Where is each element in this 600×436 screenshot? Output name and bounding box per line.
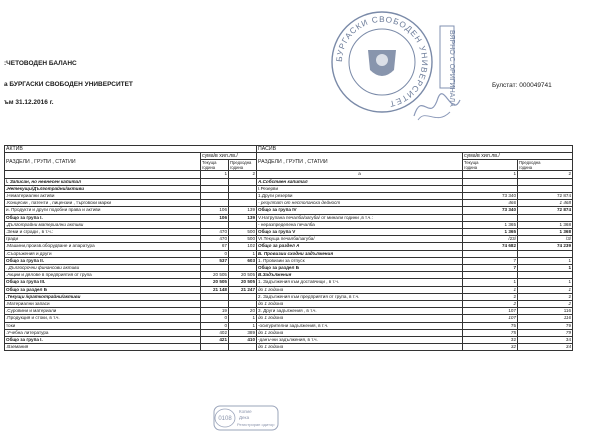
- liability-current-cell: [463, 250, 518, 257]
- assets-column-header: РАЗДЕЛИ , ГРУПИ , СТАТИИ: [5, 153, 201, 171]
- liability-current-cell: 73 340: [463, 193, 518, 200]
- liability-current-cell: 1: [463, 279, 518, 286]
- asset-current-cell: [201, 301, 229, 308]
- table-row: [5, 344, 573, 351]
- asset-previous-cell: [229, 301, 257, 308]
- asset-label-cell: грaди: [5, 236, 201, 243]
- asset-label-cell: .Акции и дялове в предприятия от група: [5, 272, 201, 279]
- asset-current-cell: 402: [201, 329, 229, 336]
- liability-label-cell: -данъчни задължения, в т.ч.: [257, 337, 463, 344]
- table-row: [5, 250, 573, 257]
- liability-label-cell: 1. Провизии за отпуск: [257, 257, 463, 264]
- asset-current-cell: 21 148: [201, 286, 229, 293]
- table-row: [5, 221, 573, 228]
- asset-label-cell: Общо за група II.: [5, 257, 201, 264]
- liability-current-cell: 7: [463, 265, 518, 272]
- asset-previous-cell: 1: [229, 250, 257, 257]
- index-cell: [5, 171, 201, 178]
- certified-copy-stamp: [400, 20, 470, 128]
- liability-previous-cell: 116: [518, 308, 573, 315]
- asset-current-cell: 0: [201, 250, 229, 257]
- liability-previous-cell: 1: [518, 279, 573, 286]
- asset-current-cell: [201, 221, 229, 228]
- liabilities-amount-header: сума/в хил.лв./: [463, 153, 573, 160]
- table-row: [5, 308, 573, 315]
- assets-section-label: АКТИВ: [5, 146, 257, 153]
- table-row: [5, 272, 573, 279]
- asset-current-cell: [201, 265, 229, 272]
- liability-label-cell: 1. Задължения към доставчици , в т.ч.: [257, 279, 463, 286]
- asset-label-cell: \. Записан, но невнесен капитал: [5, 178, 201, 185]
- asset-label-cell: .Концесии , патенти , лицензии , търговски марки: [5, 200, 201, 207]
- index-cell: 2: [518, 171, 573, 178]
- liability-previous-cell: 1: [518, 257, 573, 264]
- liability-label-cell: - резултат от нестопанска дейност: [257, 200, 463, 207]
- asset-current-cell: [201, 185, 229, 192]
- liability-previous-cell: 1 368: [518, 229, 573, 236]
- asset-label-cell: .Нематериални активи: [5, 193, 201, 200]
- liability-current-cell: 32: [463, 344, 518, 351]
- liability-current-cell: [463, 185, 518, 192]
- liability-previous-cell: [518, 178, 573, 185]
- asset-label-cell: Общо за група I.: [5, 214, 201, 221]
- liability-current-cell: 1 365: [463, 229, 518, 236]
- asset-label-cell: .Продукция и стоки, в т.ч.: [5, 315, 201, 322]
- asset-previous-cell: 102: [229, 243, 257, 250]
- liability-current-cell: 466: [463, 200, 518, 207]
- asset-current-cell: [201, 293, 229, 300]
- liability-label-cell: 2. Задължения към предприятия от група, в т.ч.: [257, 293, 463, 300]
- table-row: [5, 329, 573, 336]
- liability-previous-cell: /3/: [518, 236, 573, 243]
- liability-label-cell: до 1 година: [257, 329, 463, 336]
- liability-previous-cell: [518, 272, 573, 279]
- asset-previous-cell: [229, 193, 257, 200]
- liability-previous-cell: 1 468: [518, 200, 573, 207]
- asset-previous-cell: 500: [229, 229, 257, 236]
- asset-previous-cell: 1: [229, 315, 257, 322]
- asset-previous-cell: [229, 293, 257, 300]
- table-section-row: [5, 146, 573, 153]
- liability-current-cell: 75: [463, 329, 518, 336]
- organization-name: а БУРГАСКИ СВОБОДЕН УНИВЕРСИТЕТ: [4, 81, 133, 88]
- liability-current-cell: 2: [463, 301, 518, 308]
- asset-label-cell: .Дълготрайни материални активи: [5, 221, 201, 228]
- liability-label-cell: А.Собствен капитал: [257, 178, 463, 185]
- liability-previous-cell: [518, 185, 573, 192]
- asset-label-cell: .Учебна литература: [5, 329, 201, 336]
- asset-current-cell: 537: [201, 257, 229, 264]
- liability-label-cell: до 1 година: [257, 344, 463, 351]
- liability-label-cell: до 1 година: [257, 315, 463, 322]
- asset-current-cell: 106: [201, 214, 229, 221]
- liability-current-cell: 2: [463, 293, 518, 300]
- asset-current-cell: [201, 178, 229, 185]
- liability-label-cell: -осигурителни задължения, в т.ч.: [257, 322, 463, 329]
- liabilities-column-header: РАЗДЕЛИ , ГРУПИ , СТАТИИ: [257, 153, 463, 171]
- liability-label-cell: Общо за група IV: [257, 207, 463, 214]
- table-row: [5, 337, 573, 344]
- asset-previous-cell: 410: [229, 337, 257, 344]
- stamp-line3: Регистриран одитор: [237, 422, 275, 427]
- table-row: [5, 257, 573, 264]
- auditor-stamp: [213, 405, 279, 431]
- asset-label-cell: токи: [5, 322, 201, 329]
- asset-label-cell: .Вземания: [5, 344, 201, 351]
- liability-label-cell: - неразпределена печалба: [257, 221, 463, 228]
- table-row: [5, 279, 573, 286]
- liability-previous-cell: 116: [518, 315, 573, 322]
- asset-previous-cell: [229, 185, 257, 192]
- liability-current-cell: 7: [463, 257, 518, 264]
- asset-current-cell: 470: [201, 236, 229, 243]
- liability-label-cell: Общо за раздел Б: [257, 265, 463, 272]
- liability-previous-cell: 79: [518, 322, 573, 329]
- table-row: [5, 214, 573, 221]
- asset-previous-cell: 20 505: [229, 279, 257, 286]
- asset-previous-cell: 500: [229, 236, 257, 243]
- table-row: [5, 207, 573, 214]
- asset-previous-cell: 389: [229, 329, 257, 336]
- asset-previous-cell: 1: [229, 322, 257, 329]
- asset-current-cell: 67: [201, 243, 229, 250]
- liability-current-cell: /23/: [463, 236, 518, 243]
- liability-previous-cell: 79: [518, 329, 573, 336]
- current-year-header: Текуща година: [463, 160, 518, 171]
- asset-current-cell: [201, 193, 229, 200]
- table-row: [5, 236, 573, 243]
- asset-previous-cell: [229, 178, 257, 185]
- table-row: [5, 185, 573, 192]
- liability-current-cell: 75: [463, 322, 518, 329]
- liability-previous-cell: 2: [518, 301, 573, 308]
- table-header-row: [5, 153, 573, 160]
- stamp-line2: Дека: [239, 415, 250, 420]
- asset-previous-cell: [229, 344, 257, 351]
- liability-current-cell: [463, 214, 518, 221]
- asset-previous-cell: 603: [229, 257, 257, 264]
- asset-previous-cell: 20 505: [229, 272, 257, 279]
- liability-previous-cell: 74 239: [518, 243, 573, 250]
- liability-current-cell: 107: [463, 308, 518, 315]
- table-row: [5, 265, 573, 272]
- table-row: [5, 243, 573, 250]
- liability-label-cell: Общо за група V: [257, 229, 463, 236]
- asset-current-cell: 20 505: [201, 279, 229, 286]
- liability-previous-cell: 72 874: [518, 193, 573, 200]
- assets-amount-header: сума/в хил.лв./: [201, 153, 257, 160]
- liabilities-section-label: ПАСИВ: [257, 146, 573, 153]
- asset-label-cell: .Текущи /краткотрайни/активи: [5, 293, 201, 300]
- asset-previous-cell: [229, 200, 257, 207]
- liability-current-cell: 74 682: [463, 243, 518, 250]
- liability-label-cell: I.Резерви: [257, 185, 463, 192]
- asset-previous-cell: 139: [229, 207, 257, 214]
- liability-previous-cell: 1 368: [518, 221, 573, 228]
- liability-label-cell: до 1 година: [257, 286, 463, 293]
- liability-label-cell: Общо за раздел А: [257, 243, 463, 250]
- stamp-line1: Копие: [239, 409, 252, 414]
- liability-current-cell: 73 340: [463, 207, 518, 214]
- liability-previous-cell: 2: [518, 293, 573, 300]
- liability-previous-cell: 72 874: [518, 207, 573, 214]
- liability-label-cell: VI.Текуща печалба/загуба/: [257, 236, 463, 243]
- table-row: [5, 322, 573, 329]
- table-row: [5, 293, 573, 300]
- table-row: [5, 301, 573, 308]
- asset-label-cell: Общо за група III.: [5, 279, 201, 286]
- asset-label-cell: и. Продукти и други подобни права и активи: [5, 207, 201, 214]
- liability-label-cell: до 1 година: [257, 301, 463, 308]
- asset-current-cell: 106: [201, 207, 229, 214]
- asset-label-cell: .Земи и сгради , в т.ч.:: [5, 229, 201, 236]
- table-row: [5, 178, 573, 185]
- liability-current-cell: 32: [463, 337, 518, 344]
- table-row: [5, 193, 573, 200]
- asset-current-cell: 421: [201, 337, 229, 344]
- index-cell: 1: [201, 171, 229, 178]
- liability-label-cell: 3. Други задължения , в т.ч.: [257, 308, 463, 315]
- liability-previous-cell: 34: [518, 344, 573, 351]
- table-row: [5, 229, 573, 236]
- previous-year-header: Предходна година: [518, 160, 573, 171]
- asset-label-cell: .Съоръжения и други: [5, 250, 201, 257]
- asset-current-cell: 0: [201, 315, 229, 322]
- asset-label-cell: . Дългосрочни финансови активи: [5, 265, 201, 272]
- liability-label-cell: В.Задължения: [257, 272, 463, 279]
- previous-year-header: Предходна година: [229, 160, 257, 171]
- asset-current-cell: [201, 344, 229, 351]
- bulstat-number: Булстат: 000049741: [492, 82, 552, 89]
- liability-label-cell: V.Натрупана печалба/загуба/ от минали години ,в т.ч.:: [257, 214, 463, 221]
- liability-previous-cell: [518, 250, 573, 257]
- table-row: [5, 286, 573, 293]
- asset-previous-cell: [229, 265, 257, 272]
- liability-previous-cell: 34: [518, 337, 573, 344]
- asset-previous-cell: 139: [229, 214, 257, 221]
- index-cell: 2: [229, 171, 257, 178]
- asset-label-cell: .Материални запаси: [5, 301, 201, 308]
- asset-label-cell: .Машини,произв.оборудване и апаратура: [5, 243, 201, 250]
- asset-previous-cell: [229, 221, 257, 228]
- current-year-header: Текуща година: [201, 160, 229, 171]
- asset-current-cell: 19: [201, 308, 229, 315]
- index-cell: а: [257, 171, 463, 178]
- liability-previous-cell: [518, 214, 573, 221]
- asset-previous-cell: 21 247: [229, 286, 257, 293]
- asset-label-cell: Общо за група I.: [5, 337, 201, 344]
- asset-previous-cell: 20: [229, 308, 257, 315]
- stamp-text: ВЯРНО С ОРИГИНАЛА: [448, 30, 455, 107]
- asset-current-cell: 20 505: [201, 272, 229, 279]
- balance-date: ъм 31.12.2016 г.: [4, 99, 54, 106]
- column-index-row: [5, 171, 573, 178]
- liability-current-cell: 107: [463, 315, 518, 322]
- liability-label-cell: 1.Други резерви: [257, 193, 463, 200]
- liability-previous-cell: 1: [518, 286, 573, 293]
- table-row: [5, 200, 573, 207]
- seal-ring-text: БУРГАСКИ СВОБОДЕН УНИВЕРСИТЕТ: [334, 14, 430, 109]
- table-row: [5, 315, 573, 322]
- stamp-number: 0108: [218, 416, 232, 422]
- asset-current-cell: 0: [201, 322, 229, 329]
- liability-current-cell: [463, 178, 518, 185]
- index-cell: 1: [463, 171, 518, 178]
- asset-label-cell: .Суровини и материали: [5, 308, 201, 315]
- asset-label-cell: .Нетекущи/Дълготрайни/активи: [5, 185, 201, 192]
- liability-current-cell: [463, 272, 518, 279]
- asset-current-cell: 470: [201, 229, 229, 236]
- liability-current-cell: 1 365: [463, 221, 518, 228]
- balance-sheet-table: [4, 145, 573, 351]
- document-title: :ЧЕТОВОДЕН БАЛАНС: [4, 60, 77, 67]
- asset-label-cell: Общо за раздел Б: [5, 286, 201, 293]
- liability-current-cell: 1: [463, 286, 518, 293]
- liability-previous-cell: 1: [518, 265, 573, 272]
- liability-label-cell: Б. Провизии сходни задължения: [257, 250, 463, 257]
- asset-current-cell: [201, 200, 229, 207]
